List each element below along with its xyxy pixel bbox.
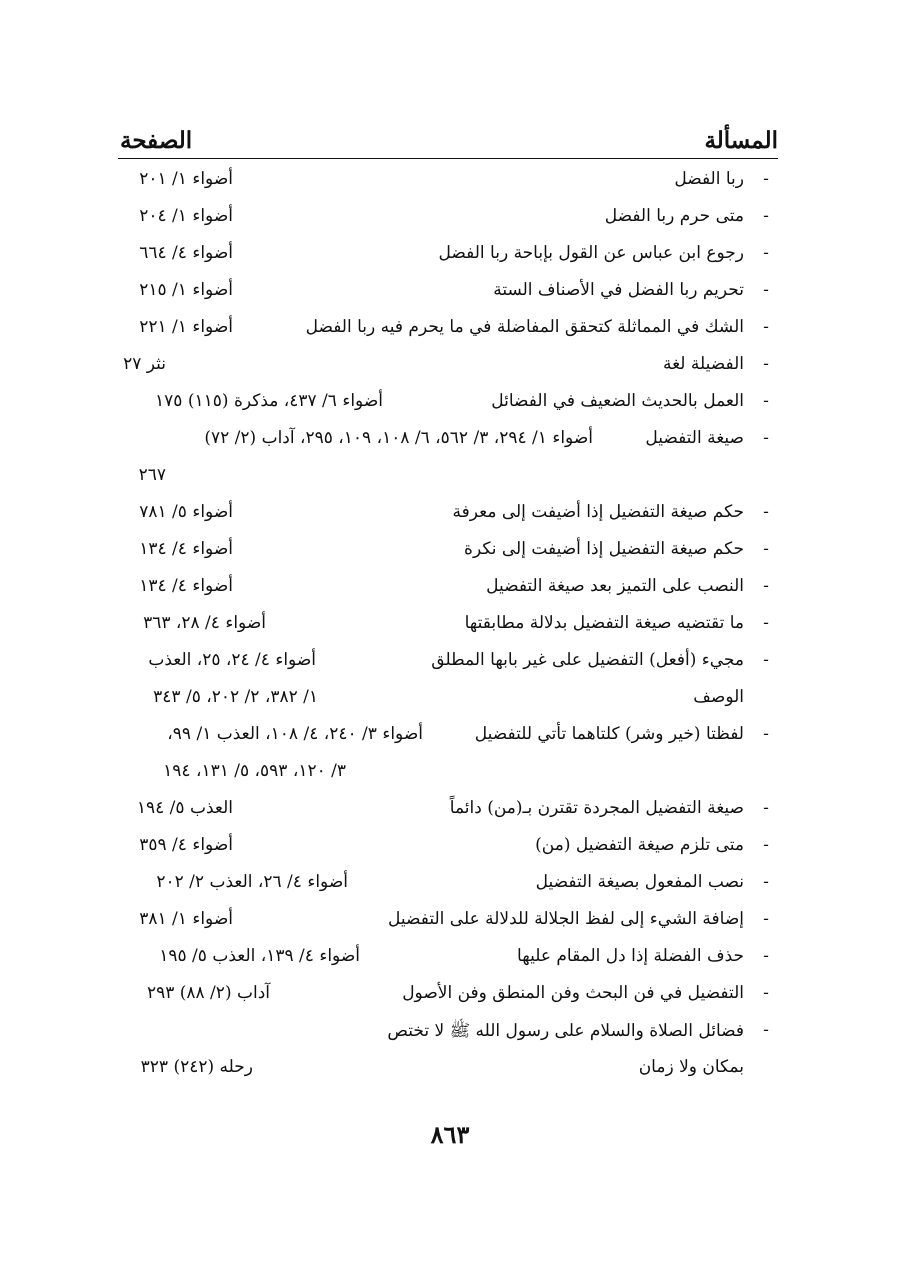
entry-reference: أضواء ٤/ ٢٨، ٣٦٣ xyxy=(143,613,266,633)
entry-topic: الفضيلة لغة xyxy=(662,354,744,374)
entry-reference: أضواء ٤/ ٦٦٤ xyxy=(139,243,233,263)
entry-topic: فضائل الصلاة والسلام على رسول الله ﷺ لا تختص xyxy=(387,1021,744,1041)
entry-topic: حكم صيغة التفضيل إذا أضيفت إلى نكرة xyxy=(464,539,744,559)
entry-dash: - xyxy=(763,206,769,226)
entry-reference: أضواء ٥/ ٧٨١ xyxy=(139,502,233,522)
entry-dash: - xyxy=(763,1020,769,1040)
entry-dash: - xyxy=(763,428,769,448)
index-entry xyxy=(118,163,778,200)
entry-dash: - xyxy=(763,872,769,892)
table-header xyxy=(118,118,778,159)
index-entry xyxy=(118,792,778,829)
entry-dash: - xyxy=(763,317,769,337)
entry-reference: أضواء ١/ ٢٠٤ xyxy=(139,206,233,226)
index-entry xyxy=(118,533,778,570)
entry-reference: أضواء ١/ ٢٢١ xyxy=(139,317,233,337)
entry-topic: إضافة الشيء إلى لفظ الجلالة للدلالة على التفضيل xyxy=(388,909,744,929)
entry-dash: - xyxy=(763,909,769,929)
entry-topic-continued: الوصف xyxy=(693,687,744,707)
entry-reference: آداب (٢/ ٨٨) ٢٩٣ xyxy=(146,983,270,1003)
entry-topic: مجيء (أفعل) التفضيل على غير بابها المطلق xyxy=(431,650,744,670)
index-page xyxy=(118,118,778,1088)
index-entry xyxy=(118,940,778,977)
entry-topic: العمل بالحديث الضعيف في الفضائل xyxy=(491,391,744,411)
index-entry xyxy=(118,718,778,792)
entry-reference: أضواء ٤/ ٢٤، ٢٥، العذب xyxy=(148,650,316,670)
entry-topic: حذف الفضلة إذا دل المقام عليها xyxy=(517,946,744,966)
index-entry xyxy=(118,829,778,866)
entry-dash: - xyxy=(763,280,769,300)
index-entry xyxy=(118,311,778,348)
entry-topic: رجوع ابن عباس عن القول بإباحة ربا الفضل xyxy=(438,243,744,263)
entry-reference: أضواء ٤/ ١٣٤ xyxy=(139,576,233,596)
entry-reference: أضواء ٣/ ٢٤٠، ٤/ ١٠٨، العذب ١/ ٩٩، xyxy=(167,724,423,744)
entry-dash: - xyxy=(763,169,769,189)
index-entry xyxy=(118,866,778,903)
entry-topic: نصب المفعول بصيغة التفضيل xyxy=(535,872,744,892)
entry-reference-continued: ٢٦٧ xyxy=(138,465,166,485)
index-entry xyxy=(118,903,778,940)
entry-dash: - xyxy=(763,613,769,633)
index-entry xyxy=(118,977,778,1014)
entry-reference: أضواء ١/ ٣٨١ xyxy=(139,909,233,929)
entry-reference: أضواء ٤/ ٣٥٩ xyxy=(139,835,233,855)
index-entry xyxy=(118,385,778,422)
entry-reference: أضواء ٤/ ١٣٩، العذب ٥/ ١٩٥ xyxy=(159,946,360,966)
entry-topic: ما تقتضيه صيغة التفضيل بدلالة مطابقتها xyxy=(464,613,744,633)
entry-dash: - xyxy=(763,391,769,411)
entry-reference-continued: رحله (٢٤٢) ٣٢٣ xyxy=(140,1057,253,1077)
entry-reference-continued: ١/ ٣٨٢، ٢/ ٢٠٢، ٥/ ٣٤٣ xyxy=(153,687,318,707)
entry-reference: أضواء ٤/ ٢٦، العذب ٢/ ٢٠٢ xyxy=(156,872,348,892)
entry-dash: - xyxy=(763,243,769,263)
entry-dash: - xyxy=(763,502,769,522)
entry-reference-continued: ٣/ ١٢٠، ٥٩٣، ٥/ ١٣١، ١٩٤ xyxy=(163,761,346,781)
entry-topic: لفظتا (خير وشر) كلتاهما تأتي للتفضيل xyxy=(474,724,744,744)
entry-reference: العذب ٥/ ١٩٤ xyxy=(136,798,233,818)
page-number: ٨٦٣ xyxy=(430,1120,470,1149)
entry-reference: أضواء ١/ ٢١٥ xyxy=(139,280,233,300)
entry-dash: - xyxy=(763,354,769,374)
index-entry xyxy=(118,607,778,644)
index-entry xyxy=(118,200,778,237)
column-header-page: الصفحة xyxy=(120,127,193,154)
index-entry xyxy=(118,274,778,311)
index-entry xyxy=(118,422,778,496)
entry-dash: - xyxy=(763,576,769,596)
entry-topic-continued: بمكان ولا زمان xyxy=(638,1057,744,1077)
index-entry xyxy=(118,570,778,607)
index-entry xyxy=(118,496,778,533)
entry-reference: نثر ٢٧ xyxy=(123,354,166,374)
column-header-issue: المسألة xyxy=(704,127,778,154)
entry-reference: أضواء ١/ ٢٠١ xyxy=(139,169,233,189)
index-entry xyxy=(118,237,778,274)
entry-topic: متى تلزم صيغة التفضيل (من) xyxy=(535,835,744,855)
entry-reference: أضواء ١/ ٢٩٤، ٣/ ٥٦٢، ٦/ ١٠٨، ١٠٩، ٢٩٥، آداب (٢/ ٧٢) xyxy=(204,428,593,448)
entry-dash: - xyxy=(763,835,769,855)
entry-dash: - xyxy=(763,798,769,818)
entry-dash: - xyxy=(763,539,769,559)
entry-topic: صيغة التفضيل xyxy=(645,428,744,448)
index-entry xyxy=(118,348,778,385)
entry-topic: الشك في المماثلة كتحقق المفاضلة في ما يحرم فيه ربا الفضل xyxy=(305,317,744,337)
entry-topic: تحريم ربا الفضل في الأصناف الستة xyxy=(493,280,744,300)
entry-topic: ربا الفضل xyxy=(674,169,744,189)
entry-topic: حكم صيغة التفضيل إذا أضيفت إلى معرفة xyxy=(452,502,744,522)
entry-reference: أضواء ٦/ ٤٣٧، مذكرة (١١٥) ١٧٥ xyxy=(155,391,383,411)
index-entry xyxy=(118,644,778,718)
entry-reference: أضواء ٤/ ١٣٤ xyxy=(139,539,233,559)
entry-topic: النصب على التميز بعد صيغة التفضيل xyxy=(486,576,744,596)
entry-topic: صيغة التفضيل المجردة تقترن بـ(من) دائماً xyxy=(449,798,744,818)
entry-dash: - xyxy=(763,724,769,744)
entry-dash: - xyxy=(763,983,769,1003)
index-entry xyxy=(118,1014,778,1088)
entry-topic: التفضيل في فن البحث وفن المنطق وفن الأصول xyxy=(402,983,744,1003)
entry-topic: متى حرم ربا الفضل xyxy=(604,206,744,226)
entry-dash: - xyxy=(763,946,769,966)
entry-dash: - xyxy=(763,650,769,670)
